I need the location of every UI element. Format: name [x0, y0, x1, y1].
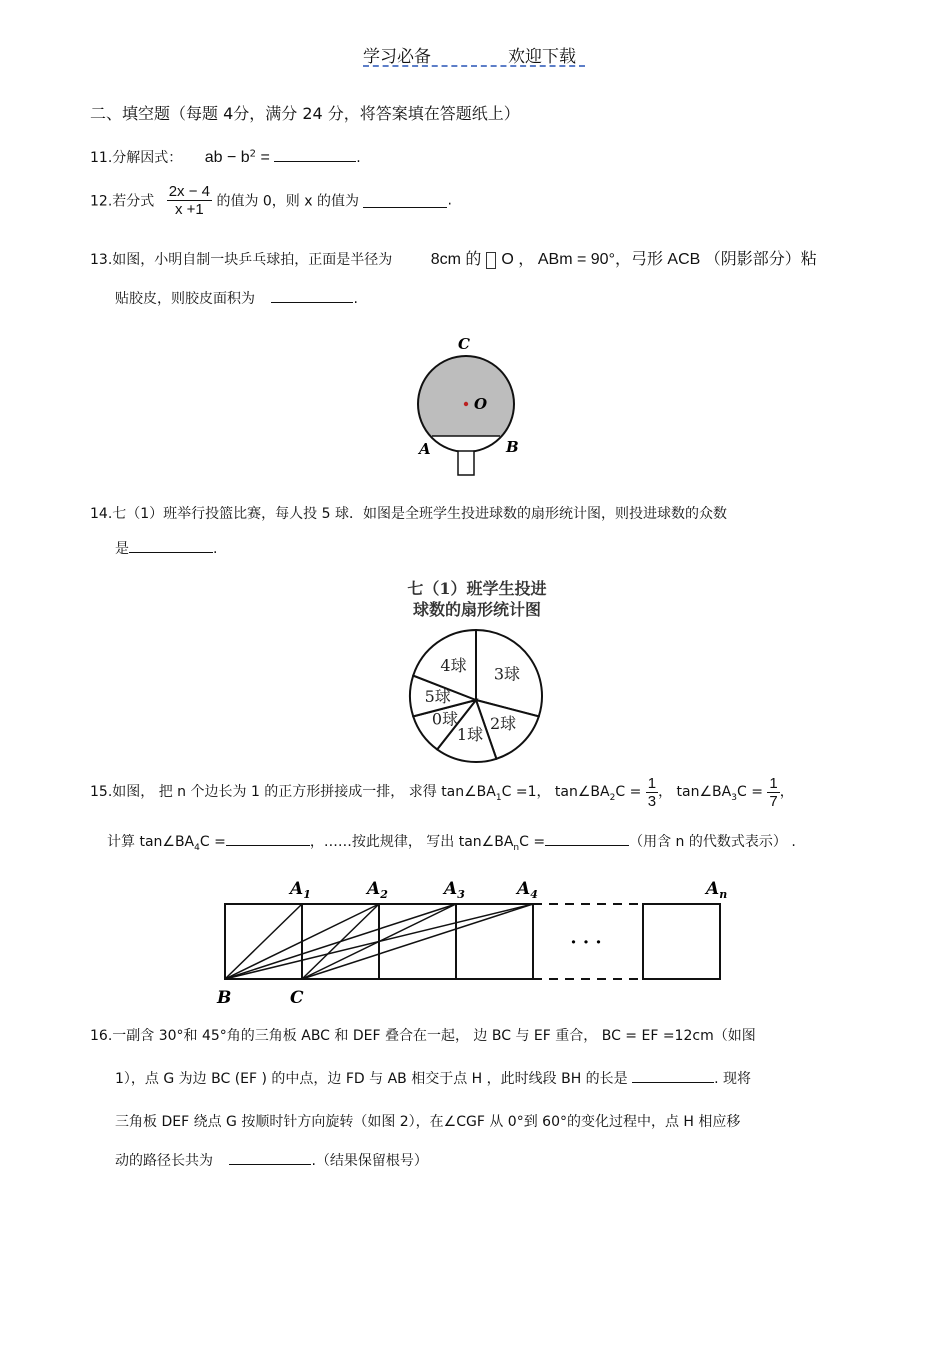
q13-text-2: 贴胶皮，则胶皮面积为 — [115, 291, 255, 307]
q15-text-2e: （用含 n 的代数式表示） . — [629, 834, 796, 850]
question-15-line2 — [107, 831, 796, 853]
pie-label-2球: 2球 — [489, 714, 517, 734]
q11-blank[interactable] — [274, 147, 356, 162]
q15-text-2a: 计算 tan∠BA — [107, 834, 195, 850]
label-a: A — [419, 440, 431, 458]
question-12 — [90, 183, 452, 218]
q15-text-2c: ，……按此规律， 写出 tan∠BA — [309, 834, 514, 850]
pie-label-1球: 1球 — [456, 724, 484, 744]
question-15-line1 — [90, 772, 794, 812]
q15-frac2-den: 7 — [769, 792, 778, 810]
question-13-line2 — [115, 288, 358, 308]
q16-text-4b: .（结果保留根号） — [311, 1153, 428, 1169]
q13-end: . — [353, 291, 358, 307]
pie-chart — [390, 574, 565, 766]
label-a1: $A_1$ — [290, 879, 311, 901]
pie-slices — [410, 630, 542, 762]
q12-end: . — [447, 192, 452, 209]
paddle-figure — [410, 332, 530, 480]
q12-blank[interactable] — [363, 193, 447, 208]
q14-end: . — [213, 541, 218, 557]
q14-text-2: 是 — [115, 541, 129, 557]
paddle-handle — [458, 451, 474, 475]
squares-figure — [210, 870, 740, 1010]
chart-title-line2: 球数的扇形统计图 — [412, 600, 542, 619]
ellipsis: · · · — [570, 932, 602, 953]
question-14-line1: 14.七（1）班举行投篮比赛，每人投 5 球．如图是全班学生投进球数的扇形统计图，则投进球数的众数 — [90, 506, 727, 522]
square-n — [643, 904, 720, 979]
q15-frac1-den: 3 — [647, 792, 657, 810]
q16-text-2b: . 现将 — [714, 1071, 752, 1087]
q11-expr: ab − b — [204, 149, 250, 166]
segment-b-a1 — [225, 904, 302, 979]
header-left: 学习必备 — [363, 47, 431, 67]
q15-text-d: ， tan∠BA — [658, 784, 732, 800]
q15-subn: n — [513, 842, 520, 853]
q15-frac1-num: 1 — [647, 774, 657, 792]
label-a4: $A_4$ — [517, 879, 538, 901]
q15-text-b: C =1， tan∠BA — [501, 784, 610, 800]
q15-text-2b: C = — [199, 834, 226, 850]
q15-frac2-num: 1 — [769, 774, 778, 792]
question-16-line4 — [115, 1150, 428, 1170]
segment-c-a2 — [302, 904, 379, 979]
question-14-line2 — [115, 538, 217, 558]
q15-text-e: C = — [736, 784, 763, 800]
segment-c-a4 — [302, 904, 533, 979]
q13-text-c: O ， ABm = 90°，弓形 ACB （阴影部分）粘 — [501, 251, 817, 268]
q15-text-f: ， — [779, 784, 794, 800]
pie-label-4球: 4球 — [440, 656, 467, 676]
q13-text-a: 13.如图，小明自制一块乒乓球拍，正面是半径为 — [90, 252, 393, 268]
label-b: B — [506, 438, 519, 456]
q12-fraction — [167, 183, 212, 218]
label-an: $A_n$ — [706, 879, 728, 901]
q15-fraction-2 — [767, 775, 779, 810]
q15-fraction-1 — [646, 775, 658, 810]
question-16-line1: 16.一副含 30°和 45°角的三角板 ABC 和 DEF 叠合在一起， 边 BC 与 EF 重合， BC = EF =12cm（如图 — [90, 1028, 756, 1044]
question-11 — [90, 147, 361, 167]
q15-text-c: C = — [615, 784, 642, 800]
label-o: O — [474, 395, 488, 413]
q11-label: 11.分解因式： — [90, 150, 183, 166]
label-c: C — [458, 335, 470, 353]
q15-sub1: 1 — [495, 792, 502, 803]
center-point — [464, 402, 468, 406]
label-c: C — [290, 988, 304, 1008]
pie-label-0球: 0球 — [431, 709, 459, 729]
q12-label: 12.若分式 — [90, 193, 155, 210]
q15-text-a: 15.如图， 把 n 个边长为 1 的正方形拼接成一排， 求得 tan∠BA — [90, 784, 496, 800]
circle-symbol — [486, 252, 496, 269]
label-a3: $A_3$ — [444, 879, 465, 901]
question-16-line2 — [115, 1068, 751, 1088]
question-13-line1 — [90, 246, 817, 269]
q12-mid: 的值为 0，则 x 的值为 — [216, 193, 359, 210]
q11-eq: = — [256, 149, 270, 166]
q15-sub2: 2 — [609, 792, 616, 803]
q11-end: . — [356, 150, 361, 166]
q15-text-2d: C = — [519, 834, 546, 850]
q15-sub3: 3 — [731, 792, 737, 803]
label-a2: $A_2$ — [367, 879, 388, 901]
chart-title-line1: 七（1）班学生投进 — [407, 579, 547, 598]
q15-sub4: 4 — [194, 842, 200, 853]
square-4 — [456, 904, 533, 979]
q11-sup: 2 — [249, 148, 257, 160]
q12-denominator: x +1 — [174, 201, 204, 218]
q14-blank[interactable] — [129, 538, 213, 553]
q12-numerator: 2x − 4 — [168, 183, 210, 200]
question-16-line3: 三角板 DEF 绕点 G 按顺时针方向旋转（如图 2），在∠CGF 从 0°到 60°的变化过程中，点 H 相应移 — [115, 1114, 741, 1130]
pie-label-3球: 3球 — [493, 664, 521, 684]
q15-blank-2[interactable] — [545, 831, 629, 846]
pie-label-5球: 5球 — [424, 687, 451, 706]
header-right: 欢迎下载 — [508, 47, 576, 67]
q16-blank-2[interactable] — [229, 1150, 311, 1165]
q16-text-4a: 动的路径长共为 — [115, 1153, 213, 1169]
q15-blank-1[interactable] — [226, 831, 310, 846]
section-title: 二、填空题（每题 4分，满分 24 分，将答案填在答题纸上） — [90, 104, 520, 123]
q13-text-b: 8cm 的 — [430, 251, 482, 268]
q13-blank[interactable] — [271, 288, 353, 303]
q16-text-2a: 1），点 G 为边 BC (EF ) 的中点，边 FD 与 AB 相交于点 H ，此时线段 BH 的长是 — [115, 1071, 628, 1087]
q16-blank-1[interactable] — [632, 1068, 714, 1083]
label-b: B — [217, 988, 232, 1008]
header-underline — [363, 65, 585, 67]
